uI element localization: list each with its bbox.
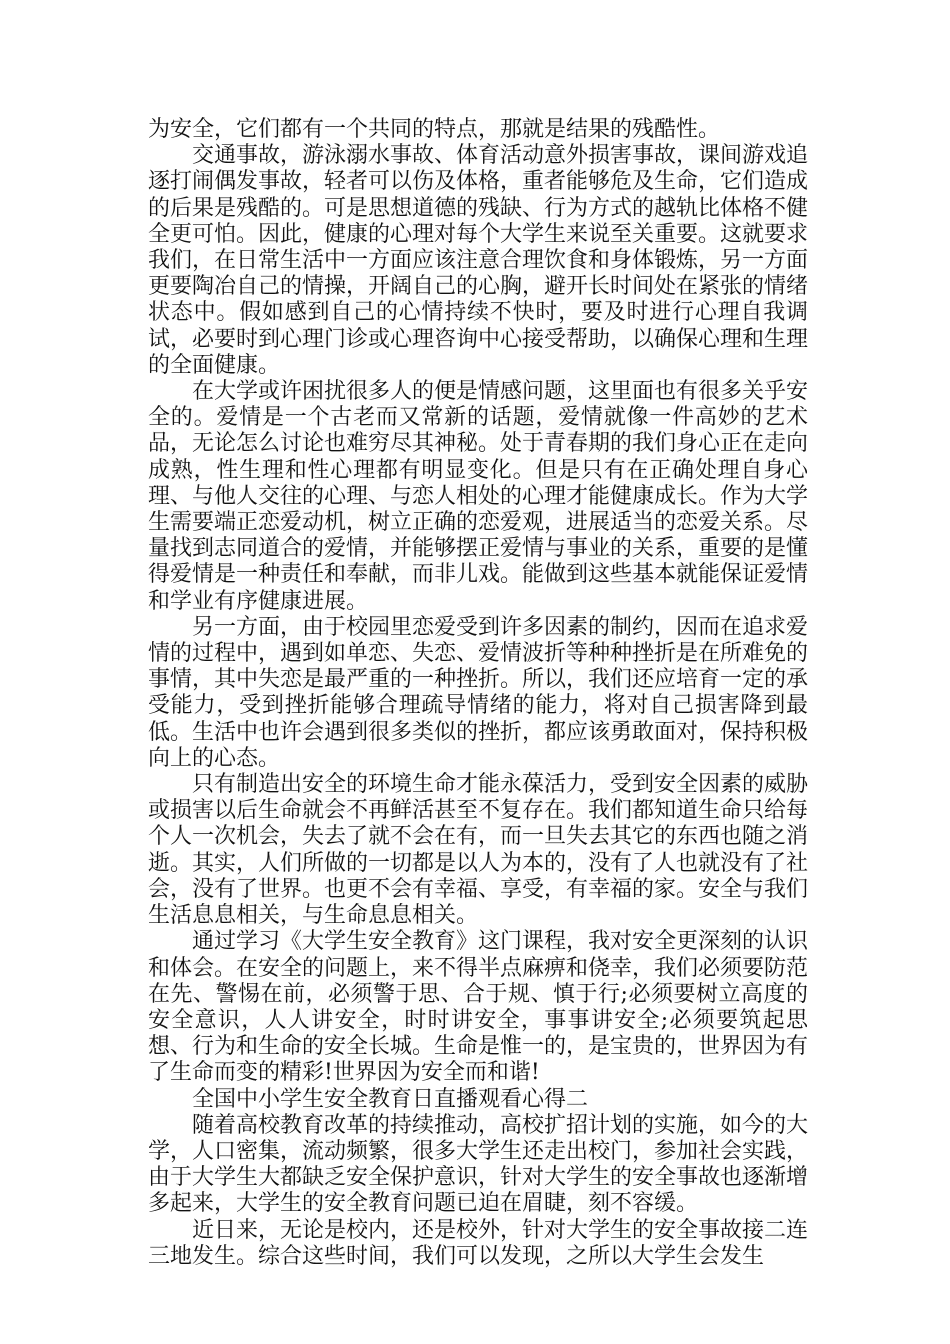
document-page — [148, 117, 808, 1270]
paragraph-emotional-issues: 在大学或许困扰很多人的便是情感问题，这里面也有很多关乎安全的。爱情是一个古老而又常新的话题，爱情就像一件高妙的艺术品，无论怎么讨论也难穷尽其神秘。处于青春期的我们身心正在走向成熟，性生理和性心理都有明显变化。但是只有在正确处理自身心理、与他人交往的心理、与恋人相处的心理才能健康成长。作为大学生需要端正恋爱动机，树立正确的恋爱观，进展适当的恋爱关系。尽量找到志同道合的爱情，并能够摆正爱情与事业的关系，重要的是懂得爱情是一种责任和奉献，而非儿戏。能做到这些基本就能保证爱情和学业有序健康进展。 — [148, 379, 809, 614]
paragraph-life-safety: 只有制造出安全的环境生命才能永葆活力，受到安全因素的威胁或损害以后生命就会不再鲜活甚至不复存在。我们都知道生命只给每个人一次机会，失去了就不会在有，而一旦失去其它的东西也随之消逝。其实，人们所做的一切都是以人为本的，没有了人也就没有了社会，没有了世界。也更不会有幸福、享受，有幸福的家。安全与我们生活息息相关，与生命息息相关。 — [148, 772, 809, 929]
paragraph-course-reflection: 通过学习《大学生安全教育》这门课程，我对安全更深刻的认识和体会。在安全的问题上，来不得半点麻痹和侥幸，我们必须要防范在先、警惕在前，必须警于思、合于规、慎于行;必须要树立高度的安全意识，人人讲安全，时时讲安全，事事讲安全;必须要筑起思想、行为和生命的安全长城。生命是惟一的，是宝贵的，世界因为有了生命而变的精彩!世界因为安全而和谐! — [148, 929, 809, 1086]
paragraph-mental-health: 交通事故，游泳溺水事故、体育活动意外损害事故，课间游戏追逐打闹偶发事故，轻者可以伤及体格，重者能够危及生命，它们造成的后果是残酷的。可是思想道德的残缺、行为方式的越轨比体格不健全更可怕。因此，健康的心理对每个大学生来说至关重要。这就要求我们，在日常生活中一方面应该注意合理饮食和身体锻炼，另一方面更要陶冶自己的情操，开阔自己的心胸，避开长时间处在紧张的情绪状态中。假如感到自己的心情持续不快时，要及时进行心理自我调试，必要时到心理门诊或心理咨询中心接受帮助，以确保心理和生理的全面健康。 — [148, 143, 809, 378]
paragraph-education-reform: 随着高校教育改革的持续推动，高校扩招计划的实施，如今的大学，人口密集，流动频繁，很多大学生还走出校门，参加社会实践，由于大学生大都缺乏安全保护意识，针对大学生的安全事故也逐渐增多起来，大学生的安全教育问题已迫在眉睫，刻不容缓。 — [148, 1112, 809, 1217]
paragraph-recent-incidents: 近日来，无论是校内，还是校外，针对大学生的安全事故接二连三地发生。综合这些时间，我们可以发现，之所以大学生会发生 — [148, 1217, 809, 1269]
paragraph-setbacks: 另一方面，由于校园里恋爱受到许多因素的制约，因而在追求爱情的过程中，遇到如单恋、失恋、爱情波折等种种挫折是在所难免的事情，其中失恋是最严重的一种挫折。所以，我们还应培育一定的承受能力，受到挫折能够合理疏导情绪的能力，将对自己损害降到最低。生活中也许会遇到很多类似的挫折，都应该勇敢面对，保持积极向上的心态。 — [148, 614, 809, 771]
section-heading: 全国中小学生安全教育日直播观看心得二 — [192, 1086, 589, 1112]
paragraph-continuation: 为安全，它们都有一个共同的特点，那就是结果的残酷性。 — [148, 117, 721, 142]
